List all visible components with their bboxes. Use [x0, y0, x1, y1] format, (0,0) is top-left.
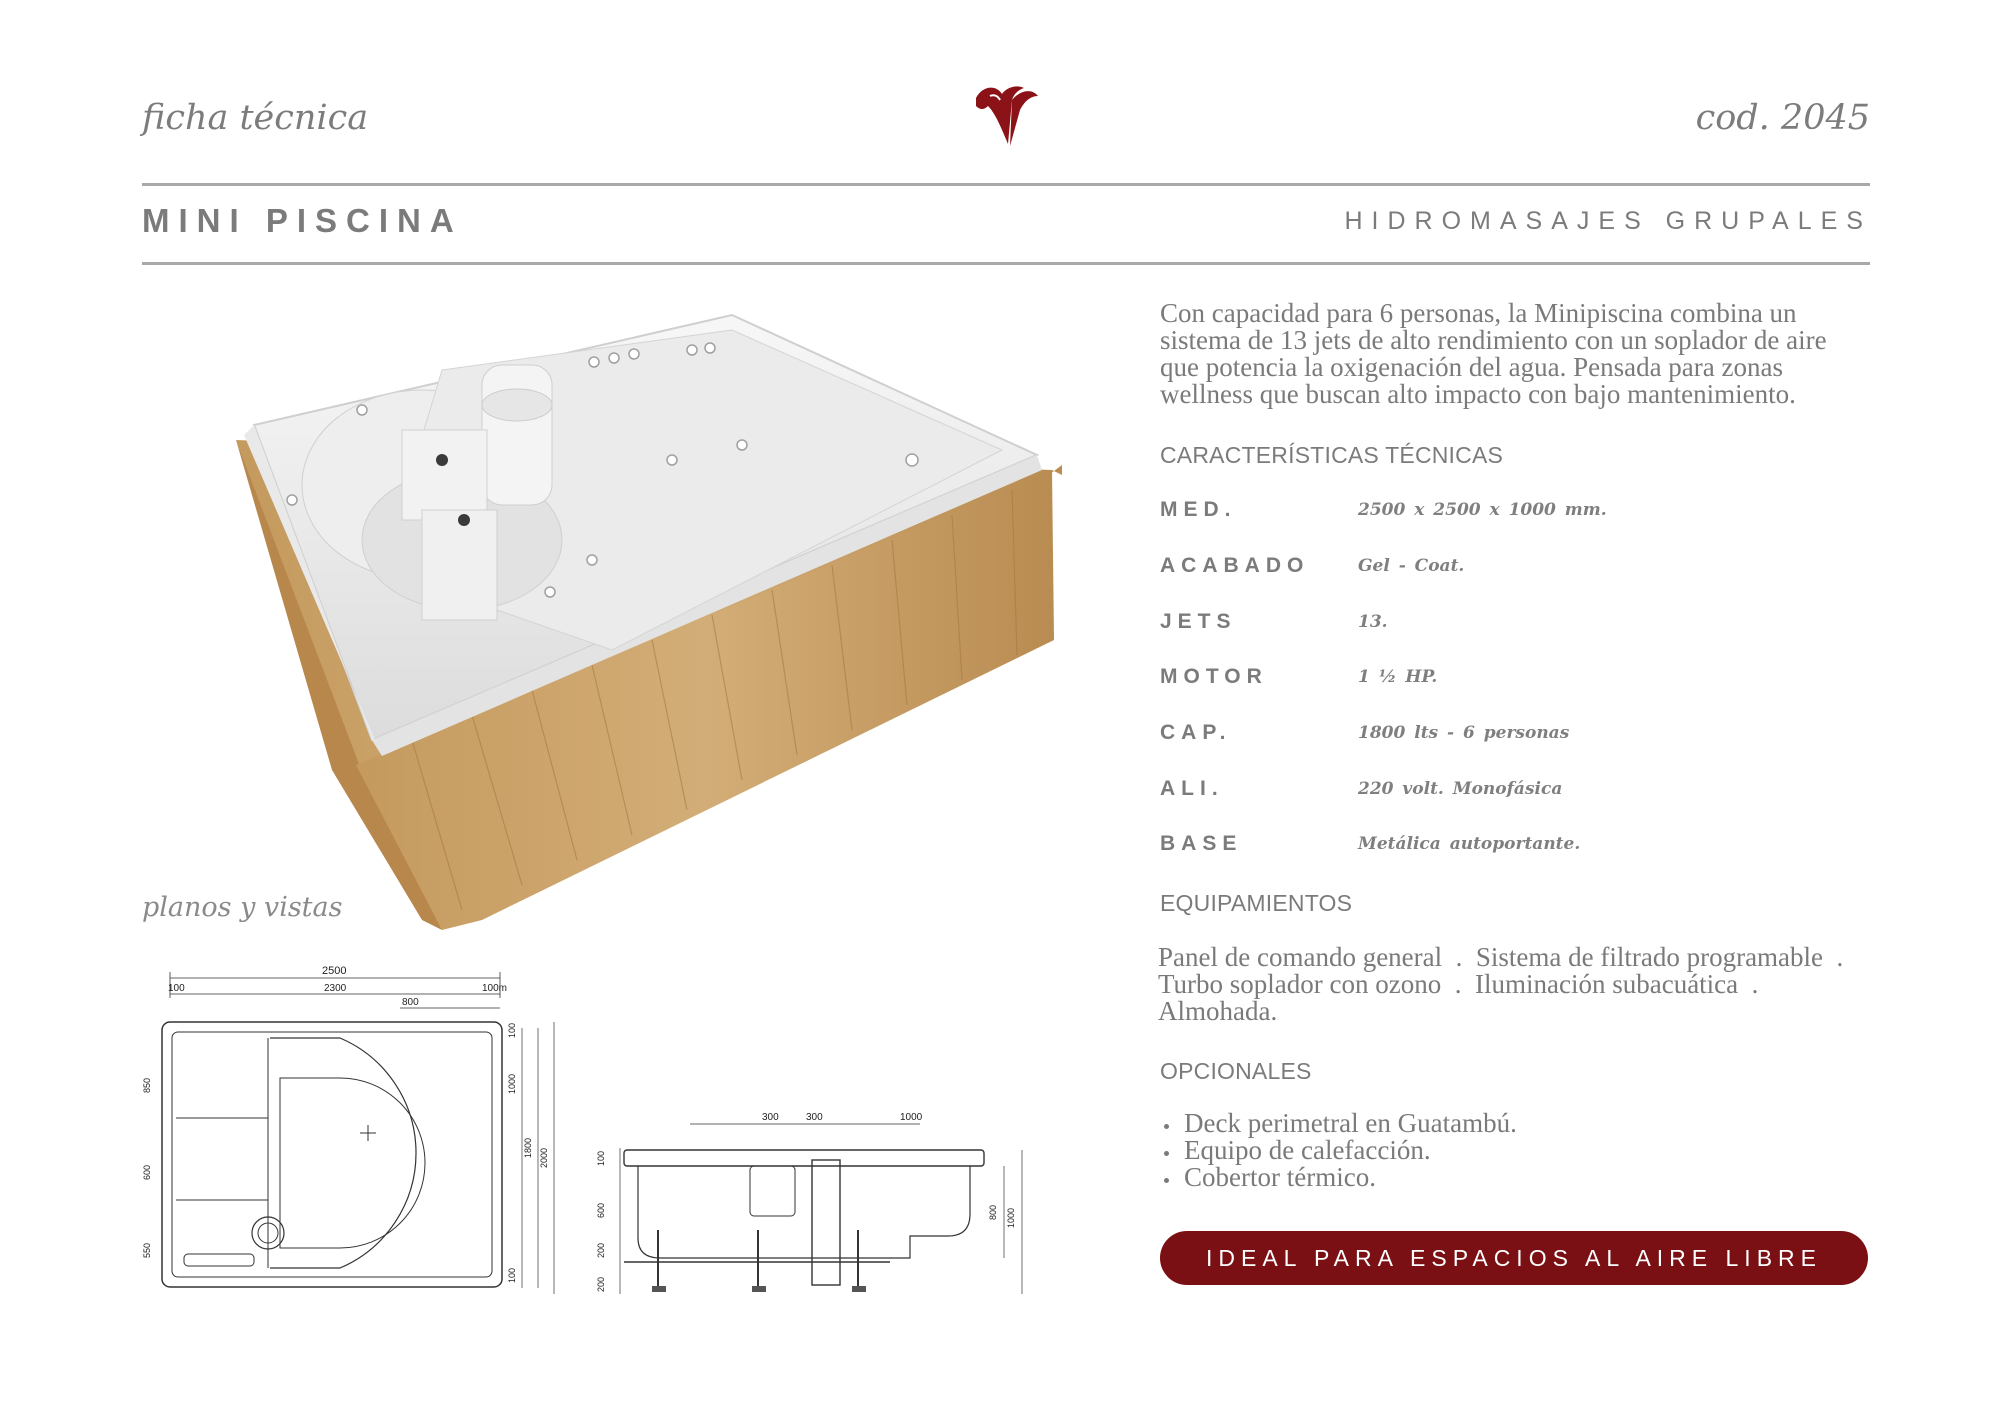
- dim-side-1000: 1000: [900, 1112, 923, 1123]
- optionals-heading: OPCIONALES: [1160, 1058, 1312, 1084]
- optional-item: Equipo de calefacción.: [1156, 1137, 1517, 1164]
- product-category: HIDROMASAJES GRUPALES: [1344, 207, 1872, 235]
- optionals-list: [1156, 1110, 1517, 1191]
- outdoor-use-banner: IDEAL PARA ESPACIOS AL AIRE LIBRE: [1160, 1231, 1868, 1285]
- spec-row: [1160, 832, 1860, 872]
- plans-label: planos y vistas: [142, 892, 343, 923]
- dim-top-2500: 2500: [322, 965, 347, 977]
- equipment-item: Sistema de filtrado programable: [1475, 942, 1824, 972]
- optional-item: Cobertor térmico.: [1156, 1164, 1517, 1191]
- dim-side-left-200-b: 200: [596, 1276, 606, 1292]
- dim-side-left-200-a: 200: [596, 1242, 606, 1258]
- dim-top-2300: 2300: [324, 983, 347, 994]
- dim-side-300-b: 300: [806, 1112, 823, 1123]
- spec-value: Metálica autoportante.: [1358, 834, 1581, 854]
- equipment-item: Turbo soplador con ozono: [1158, 969, 1442, 999]
- spec-label: JETS: [1160, 610, 1237, 633]
- spec-row: [1160, 777, 1860, 817]
- product-photo: [232, 310, 1062, 930]
- side-view-plan: [590, 1108, 1030, 1298]
- product-code: cod. 2045: [1695, 98, 1870, 138]
- spec-row: [1160, 610, 1860, 650]
- spec-value: 1 ½ HP.: [1358, 667, 1438, 687]
- equipment-item: Iluminación subacuática: [1475, 969, 1739, 999]
- optional-item: Deck perimetral en Guatambú.: [1156, 1110, 1517, 1137]
- dim-side-left-100: 100: [596, 1150, 606, 1166]
- spec-row: [1160, 665, 1860, 705]
- specs-heading: CARACTERÍSTICAS TÉCNICAS: [1160, 442, 1504, 468]
- spec-label: MED.: [1160, 498, 1237, 521]
- dim-top-800: 800: [402, 997, 419, 1008]
- equipment-item: Panel de comando general: [1158, 942, 1443, 972]
- product-description: Con capacidad para 6 personas, la Minipiscina combina un sistema de 13 jets de alto rendimiento con un soplador de aire que potencia la oxigenación del agua. Pensada para zonas wellness que buscan alto impacto con bajo mantenimiento.: [1160, 298, 1827, 409]
- dim-right-100-top: 100: [507, 1022, 517, 1038]
- top-view-plan: [140, 958, 560, 1298]
- spec-label: MOTOR: [1160, 665, 1268, 688]
- dim-right-2000: 2000: [539, 1147, 549, 1168]
- brand-logo-icon: [972, 80, 1040, 150]
- equipment-list: Panel de comando general . Sistema de filtrado programable . Turbo soplador con ozono . Iluminación subacuática . Almohada.: [1158, 942, 1844, 1026]
- product-title: MINI PISCINA: [142, 202, 463, 239]
- dim-left-850: 850: [142, 1077, 152, 1093]
- dim-top-100-right: 100m: [482, 983, 508, 994]
- dim-top-100-left: 100: [168, 983, 185, 994]
- spec-value: 220 volt. Monofásica: [1358, 779, 1563, 799]
- dim-right-100-bottom: 100: [507, 1267, 517, 1283]
- dim-right-1000: 1000: [507, 1073, 517, 1094]
- doc-type-label: ficha técnica: [142, 98, 369, 138]
- dim-left-550: 550: [142, 1242, 152, 1258]
- spec-label: CAP.: [1160, 721, 1232, 744]
- spec-row: [1160, 554, 1860, 594]
- dim-right-1800: 1800: [523, 1137, 533, 1158]
- spec-value: Gel - Coat.: [1358, 556, 1465, 576]
- dim-left-600: 600: [142, 1164, 152, 1180]
- top-divider: [142, 183, 1870, 186]
- dim-side-right-800: 800: [988, 1204, 998, 1220]
- equipment-heading: EQUIPAMIENTOS: [1160, 890, 1353, 916]
- dim-side-left-600: 600: [596, 1202, 606, 1218]
- spec-value: 1800 lts - 6 personas: [1358, 723, 1570, 743]
- spec-label: ACABADO: [1160, 554, 1310, 577]
- title-divider: [142, 262, 1870, 265]
- dim-side-300-a: 300: [762, 1112, 779, 1123]
- spec-row: [1160, 721, 1860, 761]
- spec-label: BASE: [1160, 832, 1243, 855]
- equipment-item: Almohada.: [1158, 996, 1278, 1026]
- spec-value: 2500 x 2500 x 1000 mm.: [1358, 500, 1607, 520]
- spec-label: ALI.: [1160, 777, 1224, 800]
- spec-row: [1160, 498, 1860, 538]
- dim-side-right-1000: 1000: [1006, 1207, 1016, 1228]
- spec-value: 13.: [1358, 612, 1388, 632]
